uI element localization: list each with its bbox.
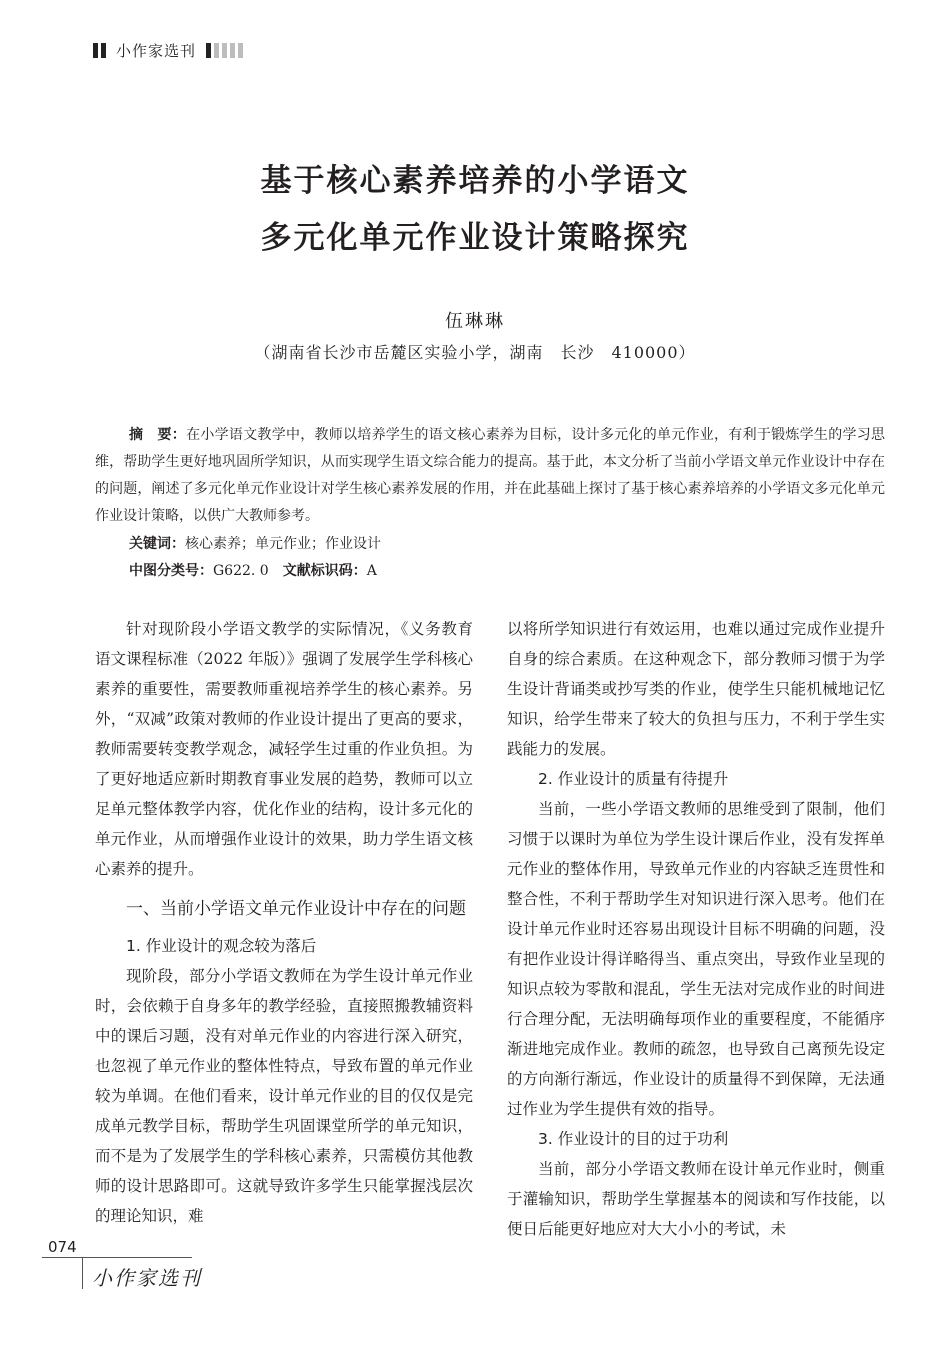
document-code-value: A	[366, 563, 377, 579]
header-bar-icon	[222, 43, 227, 58]
paragraph: 以将所学知识进行有效运用，也难以通过完成作业提升自身的综合素质。在这种观念下，部分教师习惯于为学生设计背诵类或抄写类的作业，使学生只能机械地记忆知识，给学生带来了较大的负担与压力，不利于学生实践能力的发展。	[507, 620, 885, 758]
abstract-label: 摘 要：	[129, 427, 187, 443]
footer-divider	[42, 1257, 192, 1258]
paragraph: 当前，部分小学语文教师在设计单元作业时，侧重于灌输知识，帮助学生掌握基本的阅读和写作技能，以便日后能更好地应对大大小小的考试，未	[507, 1160, 885, 1238]
classification	[129, 558, 377, 585]
journal-logo: 小作家选刊	[92, 1266, 202, 1290]
classification-value: G622. 0	[213, 563, 269, 579]
keywords-label: 关键词：	[129, 536, 185, 552]
author-affiliation: （湖南省长沙市岳麓区实验小学，湖南 长沙 410000）	[254, 343, 696, 362]
body-right-column	[507, 614, 885, 1244]
paragraph: 针对现阶段小学语文教学的实际情况，《义务教育语文课程标准（2022 年版）》强调了发展学生学科核心素养的重要性，需要教师重视培养学生的核心素养。另外，“双减”政策对教师的作业设计提出了更高的要求，教师需要转变教学观念，减轻学生过重的作业负担。为了更好地适应新时期教育事业发展的趋势，教师可以立足单元整体教学内容，优化作业的结构，设计多元化的单元作业，从而增强作业设计的效果，助力学生语文核心素养的提升。	[95, 620, 473, 878]
header-bar-icon	[93, 43, 98, 58]
article-title-line-1: 基于核心素养培养的小学语文	[260, 163, 690, 199]
body-left-column	[95, 614, 473, 1231]
header-bar-icon	[101, 43, 106, 58]
paragraph: 现阶段，部分小学语文教师在为学生设计单元作业时，会依赖于自身多年的教学经验，直接照搬教辅资料中的课后习题，没有对单元作业的内容进行深入研究，也忽视了单元作业的整体性特点，导致布置的单元作业较为单调。在他们看来，设计单元作业的目的仅仅是完成单元教学目标，帮助学生巩固课堂所学的单元知识，而不是为了发展学生的学科核心素养，只需模仿其他教师的设计思路即可。这就导致许多学生只能掌握浅层次的理论知识，难	[95, 967, 473, 1225]
journal-name: 小作家选刊	[116, 41, 197, 60]
keywords	[129, 531, 381, 558]
subsection-heading: 3. 作业设计的目的过于功利	[538, 1130, 729, 1148]
running-header	[93, 40, 246, 60]
subsection-heading: 1. 作业设计的观念较为落后	[126, 937, 317, 955]
footer-divider-vertical	[82, 1257, 83, 1289]
header-bar-icon	[230, 43, 235, 58]
document-code-label: 文献标识码：	[282, 563, 367, 579]
section-heading: 一、当前小学语文单元作业设计中存在的问题	[126, 899, 466, 919]
page-number: 074	[48, 1238, 77, 1256]
subsection-heading: 2. 作业设计的质量有待提升	[538, 770, 729, 788]
abstract-text: 在小学语文教学中，教师以培养学生的语文核心素养为目标，设计多元化的单元作业，有利于锻炼学生的学习思维，帮助学生更好地巩固所学知识，从而实现学生语文综合能力的提高。基于此，本文分析了当前小学语文单元作业设计中存在的问题，阐述了多元化单元作业设计对学生核心素养发展的作用，并在此基础上探讨了基于核心素养培养的小学语文多元化单元作业设计策略，以供广大教师参考。	[95, 427, 885, 524]
header-bar-icon	[206, 43, 211, 58]
paragraph: 当前，一些小学语文教师的思维受到了限制，他们习惯于以课时为单位为学生设计课后作业，没有发挥单元作业的整体作用，导致单元作业的内容缺乏连贯性和整合性，不利于帮助学生对知识进行深入思考。他们在设计单元作业时还容易出现设计目标不明确的问题，没有把作业设计得详略得当、重点突出，导致作业呈现的知识点较为零散和混乱，学生无法对完成作业的时间进行合理分配，无法明确每项作业的重要程度，不能循序渐进地完成作业。教师的疏忽，也导致自己离预先设定的方向渐行渐远，作业设计的质量得不到保障，无法通过作业为学生提供有效的指导。	[507, 800, 885, 1118]
keywords-text: 核心素养；单元作业；作业设计	[185, 536, 381, 552]
article-title-line-2: 多元化单元作业设计策略探究	[260, 220, 690, 256]
classification-label: 中图分类号：	[129, 563, 213, 579]
header-bar-icon	[238, 43, 243, 58]
header-bar-icon	[214, 43, 219, 58]
abstract	[95, 422, 885, 530]
author-name: 伍琳琳	[445, 311, 505, 332]
